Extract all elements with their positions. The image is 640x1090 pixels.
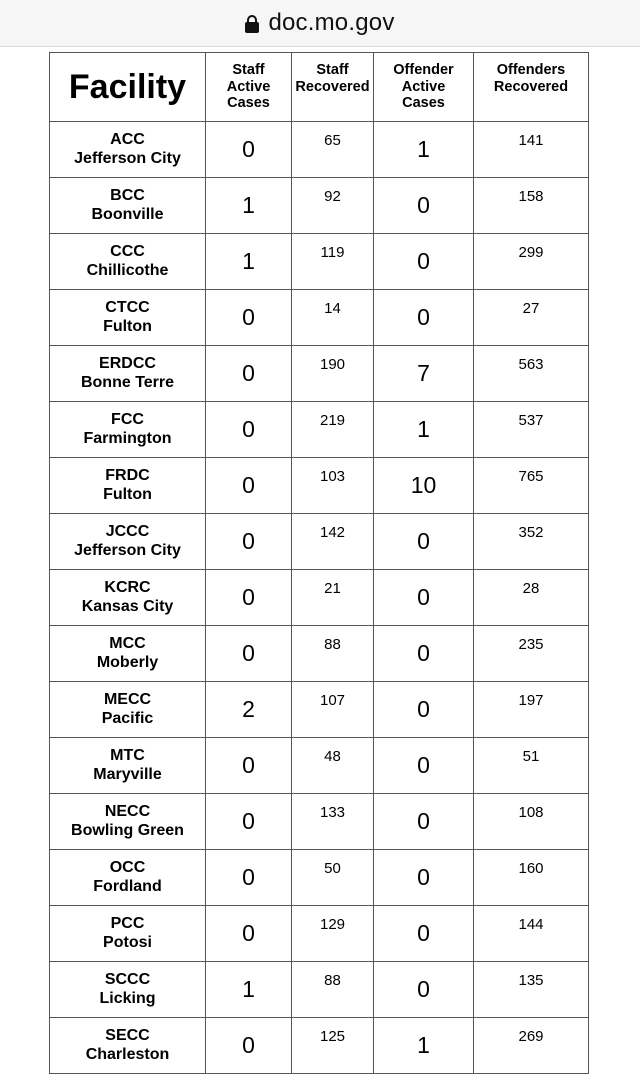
facility-code: CTCC [105,299,150,316]
staff-active-cases-cell: 2 [206,682,292,738]
covid-cases-table-container [49,52,588,1074]
offenders-recovered-cell: 269 [474,1018,589,1074]
facility-cell [50,514,206,570]
facility-code: MCC [109,635,146,652]
facility-cell [50,1018,206,1074]
staff-recovered-cell: 107 [292,682,374,738]
header-staff-active-cases: Staff Active Cases [206,53,292,122]
offender-active-cases-cell: 0 [374,178,474,234]
facility-code: KCRC [104,579,151,596]
offender-active-cases-cell: 0 [374,906,474,962]
facility-cell [50,738,206,794]
facility-code: JCCC [105,523,150,540]
staff-recovered-cell: 21 [292,570,374,626]
table-row [50,906,589,962]
facility-city: Fordland [93,877,162,895]
offender-active-cases-cell: 0 [374,850,474,906]
staff-active-cases-cell: 0 [206,458,292,514]
offender-active-cases-cell: 1 [374,1018,474,1074]
table-row [50,962,589,1018]
staff-recovered-cell: 14 [292,290,374,346]
facility-city: Fulton [103,317,152,335]
staff-active-cases-cell: 0 [206,850,292,906]
offenders-recovered-cell: 108 [474,794,589,850]
offenders-recovered-cell: 141 [474,122,589,178]
staff-active-cases-cell: 1 [206,234,292,290]
table-row [50,290,589,346]
facility-city: Chillicothe [86,261,169,279]
offender-active-cases-cell: 0 [374,626,474,682]
offender-active-cases-cell: 0 [374,794,474,850]
offender-active-cases-cell: 0 [374,290,474,346]
table-row [50,682,589,738]
table-row [50,122,589,178]
staff-recovered-cell: 219 [292,402,374,458]
facility-code: ERDCC [99,355,156,372]
facility-code: PCC [110,915,145,932]
offenders-recovered-cell: 197 [474,682,589,738]
offenders-recovered-cell: 158 [474,178,589,234]
offender-active-cases-cell: 1 [374,402,474,458]
facility-city: Farmington [83,429,172,447]
header-staff-recovered: Staff Recovered [292,53,374,122]
offender-active-cases-cell: 0 [374,514,474,570]
offenders-recovered-cell: 299 [474,234,589,290]
facility-city: Jefferson City [74,149,181,167]
staff-recovered-cell: 133 [292,794,374,850]
staff-recovered-cell: 88 [292,962,374,1018]
offenders-recovered-cell: 537 [474,402,589,458]
staff-active-cases-cell: 1 [206,178,292,234]
facility-cell [50,234,206,290]
facility-city: Bowling Green [71,821,184,839]
covid-cases-table [49,52,589,1074]
header-facility: Facility [50,53,206,122]
table-row [50,458,589,514]
browser-address-bar[interactable] [0,0,640,47]
staff-recovered-cell: 65 [292,122,374,178]
offenders-recovered-cell: 51 [474,738,589,794]
table-row [50,234,589,290]
offenders-recovered-cell: 28 [474,570,589,626]
facility-cell [50,850,206,906]
staff-active-cases-cell: 0 [206,738,292,794]
table-row [50,850,589,906]
facility-city: Charleston [85,1045,170,1063]
offenders-recovered-cell: 352 [474,514,589,570]
table-row [50,738,589,794]
offender-active-cases-cell: 0 [374,570,474,626]
facility-code: FRDC [105,467,150,484]
staff-active-cases-cell: 0 [206,290,292,346]
facility-cell [50,906,206,962]
facility-city: Moberly [96,653,159,671]
staff-recovered-cell: 129 [292,906,374,962]
header-offenders-recovered: Offenders Recovered [474,53,589,122]
offender-active-cases-cell: 10 [374,458,474,514]
facility-code: FCC [111,411,144,428]
offenders-recovered-cell: 27 [474,290,589,346]
offenders-recovered-cell: 235 [474,626,589,682]
facility-city: Boonville [91,205,164,223]
staff-active-cases-cell: 0 [206,1018,292,1074]
facility-code: OCC [109,859,146,876]
staff-active-cases-cell: 0 [206,626,292,682]
url-text: doc.mo.gov [268,9,395,36]
table-row [50,1018,589,1074]
facility-code: NECC [104,803,151,820]
facility-code: SECC [105,1027,150,1044]
table-row [50,570,589,626]
facility-city: Fulton [103,485,152,503]
table-row [50,626,589,682]
facility-city: Jefferson City [74,541,181,559]
offenders-recovered-cell: 135 [474,962,589,1018]
staff-recovered-cell: 92 [292,178,374,234]
facility-cell [50,458,206,514]
facility-code: MECC [103,691,152,708]
staff-active-cases-cell: 0 [206,514,292,570]
table-header-row [50,53,589,122]
staff-recovered-cell: 119 [292,234,374,290]
offender-active-cases-cell: 0 [374,962,474,1018]
facility-cell [50,290,206,346]
offender-active-cases-cell: 0 [374,682,474,738]
facility-cell [50,178,206,234]
facility-code: BCC [110,187,145,204]
staff-active-cases-cell: 1 [206,962,292,1018]
staff-recovered-cell: 48 [292,738,374,794]
staff-recovered-cell: 103 [292,458,374,514]
facility-cell [50,570,206,626]
facility-cell [50,346,206,402]
table-row [50,402,589,458]
offender-active-cases-cell: 0 [374,234,474,290]
table-row [50,514,589,570]
facility-city: Kansas City [81,597,174,615]
facility-cell [50,122,206,178]
staff-active-cases-cell: 0 [206,570,292,626]
header-offender-active-cases: Offender Active Cases [374,53,474,122]
staff-active-cases-cell: 0 [206,346,292,402]
facility-cell [50,402,206,458]
offender-active-cases-cell: 7 [374,346,474,402]
staff-recovered-cell: 88 [292,626,374,682]
facility-city: Licking [99,989,156,1007]
staff-active-cases-cell: 0 [206,794,292,850]
facility-cell [50,682,206,738]
offenders-recovered-cell: 765 [474,458,589,514]
staff-active-cases-cell: 0 [206,906,292,962]
facility-code: SCCC [104,971,151,988]
staff-recovered-cell: 190 [292,346,374,402]
staff-recovered-cell: 142 [292,514,374,570]
offenders-recovered-cell: 160 [474,850,589,906]
facility-city: Potosi [103,933,152,951]
table-row [50,178,589,234]
offender-active-cases-cell: 1 [374,122,474,178]
facility-city: Pacific [101,709,154,727]
facility-code: CCC [110,243,145,260]
facility-cell [50,962,206,1018]
facility-city: Bonne Terre [80,373,175,391]
staff-recovered-cell: 50 [292,850,374,906]
table-row [50,794,589,850]
facility-code: ACC [110,131,145,148]
facility-cell [50,794,206,850]
offenders-recovered-cell: 563 [474,346,589,402]
facility-cell [50,626,206,682]
table-row [50,346,589,402]
staff-active-cases-cell: 0 [206,122,292,178]
staff-recovered-cell: 125 [292,1018,374,1074]
lock-icon [245,15,259,33]
offender-active-cases-cell: 0 [374,738,474,794]
facility-code: MTC [110,747,145,764]
offenders-recovered-cell: 144 [474,906,589,962]
facility-city: Maryville [93,765,162,783]
staff-active-cases-cell: 0 [206,402,292,458]
